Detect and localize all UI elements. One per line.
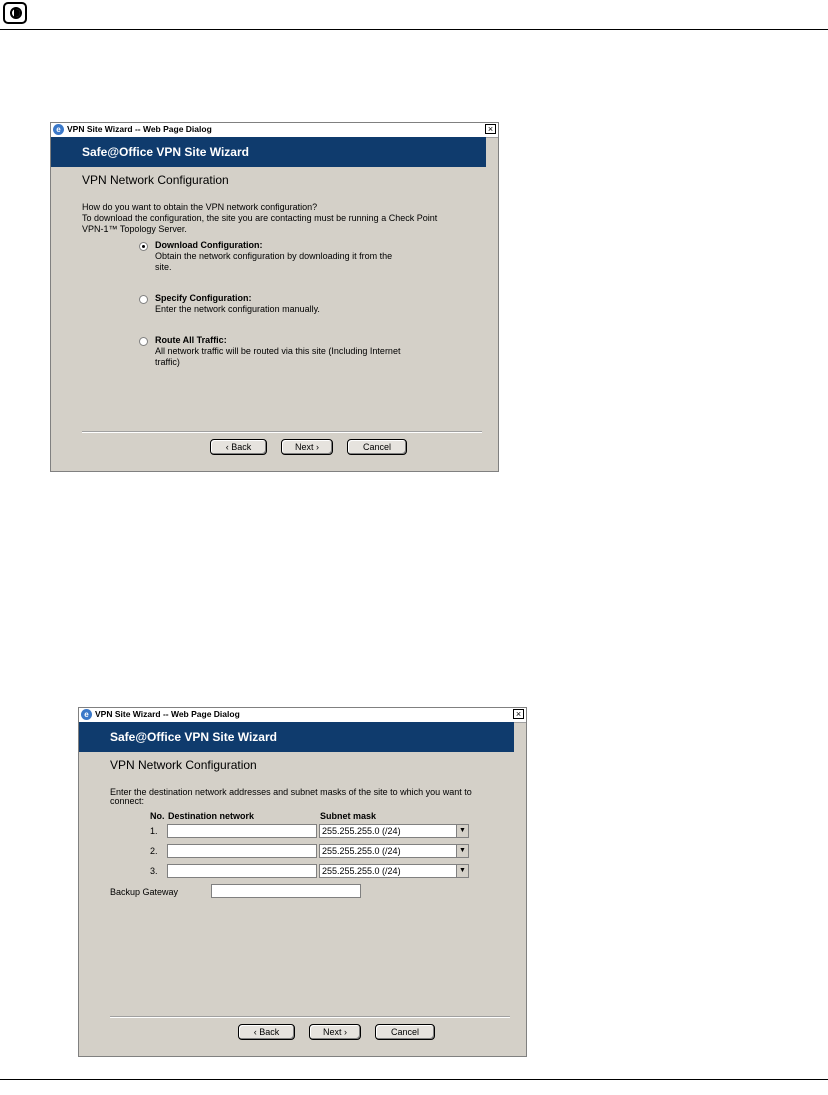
radio-download-configuration[interactable]	[139, 242, 148, 251]
next-button[interactable]: Next ›	[309, 1024, 361, 1040]
chevron-down-icon[interactable]: ▼	[456, 825, 468, 837]
chevron-down-icon[interactable]: ▼	[456, 845, 468, 857]
column-header-no: No.	[150, 811, 165, 821]
column-header-subnet: Subnet mask	[320, 811, 377, 821]
ie-icon: e	[53, 124, 64, 135]
header-logo-icon	[3, 2, 27, 24]
note-text-line2: VPN-1™ Topology Server.	[82, 224, 187, 234]
chevron-down-icon[interactable]: ▼	[456, 865, 468, 877]
option-download-label: Download Configuration	[155, 240, 260, 250]
note-text-line1: To download the configuration, the site you are contacting must be running a Check Point	[82, 213, 438, 223]
vpn-wizard-dialog-download: e VPN Site Wizard -- Web Page Dialog × Safe@Office VPN Site Wizard VPN Network Configuration How do you want to obtain the VPN network configuration? To download the configuration, the site you are contacting must be running a Check Point VPN-1™ Topology Server. Download Configuration: Obtain the network configuration by downloading it from the site. Specify Configuration: Enter the network configuration manually. Route All Traffic: All network traffic will be routed via this site (Including Internet traffic) ‹ Back Next › Cancel	[50, 122, 499, 472]
row-number-1: 1.	[150, 826, 158, 836]
close-icon[interactable]: ×	[513, 709, 524, 719]
destination-network-input-3[interactable]	[167, 864, 317, 878]
button-separator	[110, 1016, 510, 1018]
footer-rule	[0, 1079, 828, 1080]
dialog-titlebar	[51, 123, 498, 138]
close-icon[interactable]: ×	[485, 124, 496, 134]
header-rule	[0, 29, 828, 30]
subnet-mask-select-3[interactable]	[319, 864, 469, 878]
wizard-banner	[51, 137, 486, 167]
destination-network-input-2[interactable]	[167, 844, 317, 858]
ie-icon: e	[81, 709, 92, 720]
page-heading: VPN Network Configuration	[110, 758, 257, 772]
back-button[interactable]: ‹ Back	[238, 1024, 295, 1040]
intro-text-line1: Enter the destination network addresses and subnet masks of the site to which you want to	[110, 787, 472, 797]
wizard-title: Safe@Office VPN Site Wizard	[82, 145, 249, 159]
subnet-mask-value-1: 255.255.255.0 (/24)	[322, 826, 401, 836]
dialog-titlebar	[79, 708, 526, 723]
option-download-desc2: site.	[155, 262, 172, 272]
cancel-button[interactable]: Cancel	[375, 1024, 435, 1040]
option-specify-label: Specify Configuration	[155, 293, 249, 303]
question-text: How do you want to obtain the VPN network configuration?	[82, 202, 318, 212]
row-number-3: 3.	[150, 866, 158, 876]
page-heading: VPN Network Configuration	[82, 173, 229, 187]
window-title: VPN Site Wizard -- Web Page Dialog	[95, 709, 240, 719]
column-header-destination: Destination network	[168, 811, 255, 821]
backup-gateway-label: Backup Gateway	[110, 887, 179, 897]
radio-specify-configuration[interactable]	[139, 295, 148, 304]
option-route-label: Route All Traffic	[155, 335, 224, 345]
vpn-wizard-dialog-specify	[78, 707, 527, 1057]
option-download-desc1: Obtain the network configuration by downloading it from the	[155, 251, 393, 261]
back-button[interactable]: ‹ Back	[210, 439, 267, 455]
subnet-mask-select-2[interactable]	[319, 844, 469, 858]
option-route-desc2: traffic)	[155, 357, 180, 367]
option-route-desc1: All network traffic will be routed via this site (Including Internet	[155, 346, 401, 356]
subnet-mask-value-3: 255.255.255.0 (/24)	[322, 866, 401, 876]
cancel-button[interactable]: Cancel	[347, 439, 407, 455]
wizard-title: Safe@Office VPN Site Wizard	[110, 730, 277, 744]
subnet-mask-value-2: 255.255.255.0 (/24)	[322, 846, 401, 856]
window-title: VPN Site Wizard -- Web Page Dialog	[67, 124, 212, 134]
next-button[interactable]: Next ›	[281, 439, 333, 455]
option-specify-desc1: Enter the network configuration manually.	[155, 304, 320, 314]
wizard-banner	[79, 722, 514, 752]
intro-text-line2: connect:	[110, 796, 145, 806]
destination-network-input-1[interactable]	[167, 824, 317, 838]
radio-route-all-traffic[interactable]	[139, 337, 148, 346]
button-separator	[82, 431, 482, 433]
backup-gateway-input[interactable]	[211, 884, 361, 898]
row-number-2: 2.	[150, 846, 158, 856]
subnet-mask-select-1[interactable]	[319, 824, 469, 838]
